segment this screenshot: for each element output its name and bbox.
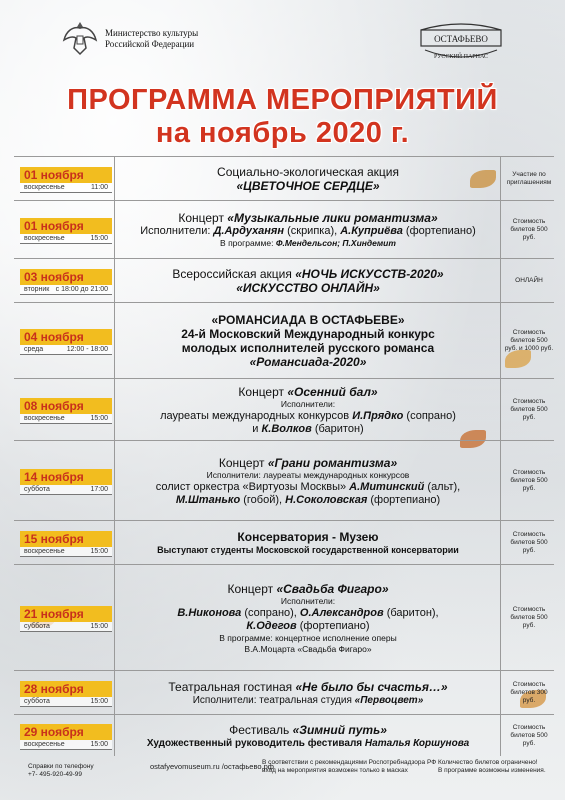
event-weekday: воскресенье <box>24 548 65 555</box>
event-text: В программе: концертное исполнение оперы <box>219 633 397 643</box>
event-description-line <box>118 530 498 544</box>
event-description-line <box>118 582 498 596</box>
ministry-name <box>105 28 198 50</box>
event-description-line <box>118 620 498 633</box>
event-text: молодых исполнителей русского романса <box>181 341 435 355</box>
event-description <box>118 313 498 369</box>
event-weekday: суббота <box>24 486 50 493</box>
event-text: и <box>252 423 262 435</box>
event-weekday: воскресенье <box>24 741 65 748</box>
event-text: «Романсиада-2020» <box>249 355 367 369</box>
event-day-time <box>20 697 112 707</box>
program-changes-notice: В программе возможны изменения. <box>438 767 546 774</box>
event-text: Концерт <box>218 456 268 470</box>
event-weekday: воскресенье <box>24 184 65 191</box>
event-text: К.Волков <box>261 423 312 435</box>
event-description-line <box>118 385 498 399</box>
mask-notice-line-1: В соответствии с рекомендациями Роспотребнадзора РФ <box>262 759 437 766</box>
ostafyevo-estate-logo <box>415 18 507 66</box>
ministry-line-1: Министерство культуры <box>105 28 199 38</box>
event-time: 12:00 - 18:00 <box>66 346 108 353</box>
event-text: (фортепиано) <box>367 494 441 506</box>
event-description-line <box>118 694 498 707</box>
event-text: Художественный руководитель фестиваля <box>146 738 365 749</box>
event-date-block <box>20 469 112 495</box>
event-day-time <box>20 414 112 424</box>
event-text: «Музыкальные лики романтизма» <box>227 211 438 225</box>
event-text: О.Александров <box>299 607 384 619</box>
event-date-block <box>20 329 112 355</box>
event-description <box>118 267 498 295</box>
event-text: В программе: <box>220 238 276 248</box>
event-text: (баритон) <box>311 423 364 435</box>
event-description-line <box>118 313 498 327</box>
event-description-line <box>118 456 498 470</box>
event-description-line <box>118 281 498 295</box>
event-description-line <box>118 238 498 249</box>
event-date: 14 ноября <box>20 469 112 485</box>
phone-number: +7- 495-920-49-99 <box>28 771 83 778</box>
event-time: 15:00 <box>90 741 108 748</box>
event-text: (гобой), <box>240 494 286 506</box>
event-description-line <box>118 644 498 655</box>
events-table <box>14 156 554 756</box>
event-description-line <box>118 267 498 281</box>
event-time: 15:00 <box>90 548 108 555</box>
event-day-time <box>20 345 112 355</box>
event-row <box>14 670 554 715</box>
event-description-line <box>118 165 498 179</box>
event-text: Концерт <box>238 385 288 399</box>
event-description <box>118 165 498 193</box>
event-text: (баритон), <box>383 607 439 619</box>
event-date: 08 ноября <box>20 398 112 414</box>
russian-eagle-emblem-icon <box>60 18 100 58</box>
mask-notice-line-2: вход на мероприятия возможен только в масках <box>262 767 408 774</box>
event-date: 29 ноября <box>20 724 112 740</box>
event-text: «ИСКУССТВО ОНЛАЙН» <box>236 281 380 295</box>
event-text: М.Штанько <box>175 494 241 506</box>
event-text: солист оркестра «Виртуозы Москвы» <box>155 481 350 493</box>
event-description-line <box>118 410 498 423</box>
event-description-line <box>118 470 498 481</box>
event-row <box>14 520 554 565</box>
event-text: «РОМАНСИАДА В ОСТАФЬЕВЕ» <box>211 313 405 327</box>
event-description <box>118 582 498 655</box>
event-description-line <box>118 399 498 410</box>
event-row <box>14 302 554 379</box>
website-links[interactable]: ostafyevomuseum.ru /остафьево.рф <box>150 762 274 771</box>
event-weekday: воскресенье <box>24 415 65 422</box>
event-row <box>14 378 554 441</box>
event-weekday: вторник <box>24 286 50 293</box>
event-text: А.Куприёва <box>340 225 403 237</box>
event-weekday: воскресенье <box>24 235 65 242</box>
event-date-block <box>20 606 112 632</box>
event-text: Социально-экологическая акция <box>217 165 399 179</box>
phone-label: Справки по телефону <box>28 763 94 770</box>
event-description-line <box>118 423 498 436</box>
event-description-line <box>118 341 498 355</box>
event-description-line <box>118 494 498 507</box>
event-price: Стоимость билетов 500 руб. <box>510 724 548 747</box>
event-date-block <box>20 398 112 424</box>
logo-bottom-text: РУССКИЙ ПАРНАС <box>434 54 488 60</box>
event-weekday: суббота <box>24 698 50 705</box>
event-text: (скрипка), <box>284 225 341 237</box>
event-text: В.А.Моцарта «Свадьба Фигаро» <box>244 644 372 654</box>
event-day-time <box>20 183 112 193</box>
event-time: 15:00 <box>90 235 108 242</box>
event-description-line <box>118 481 498 494</box>
event-date-block <box>20 167 112 193</box>
event-text: «Не было бы счастья…» <box>295 680 448 694</box>
event-row <box>14 258 554 303</box>
program-title: ПРОГРАММА МЕРОПРИЯТИЙ <box>67 84 498 116</box>
event-text: Фестиваль <box>229 723 293 737</box>
event-description <box>118 530 498 556</box>
event-price: Стоимость билетов 500 руб. <box>510 531 548 554</box>
event-text: (сопрано) <box>403 410 456 422</box>
event-description-line <box>118 544 498 556</box>
event-price: Стоимость билетов 500 руб. и 1000 руб. <box>504 329 554 352</box>
event-description <box>118 385 498 436</box>
event-text: Исполнители: <box>280 399 336 409</box>
event-day-time <box>20 234 112 244</box>
event-description-line <box>118 723 498 737</box>
event-time: 11:00 <box>91 184 108 191</box>
event-text: «Осенний бал» <box>287 385 378 399</box>
event-text: «Первоцвет» <box>354 695 424 706</box>
event-text: 24-й Московский Международный конкурс <box>181 327 435 341</box>
event-text: Наталья Коршунова <box>364 738 470 749</box>
event-text: Концерт <box>227 582 277 596</box>
event-time: 15:00 <box>90 698 108 705</box>
event-description <box>118 723 498 750</box>
event-text: Консерватория - Музею <box>237 530 379 544</box>
event-text: Исполнители: театральная студия <box>192 695 355 706</box>
ministry-line-2: Российской Федерации <box>105 39 195 49</box>
event-text: Д.Ардуханян <box>213 225 285 237</box>
event-day-time <box>20 622 112 632</box>
event-text: Исполнители: <box>140 225 214 237</box>
event-text: Исполнители: лауреаты международных конкурсов <box>206 470 410 480</box>
event-date-block <box>20 681 112 707</box>
event-price: Стоимость билетов 500 руб. <box>510 606 548 629</box>
logo-top-text: ОСТАФЬЕВО <box>434 34 488 44</box>
event-description-line <box>118 633 498 644</box>
event-description-line <box>118 596 498 607</box>
event-row <box>14 440 554 521</box>
event-date: 03 ноября <box>20 269 112 285</box>
event-price: Стоимость билетов 300 руб. <box>510 681 548 704</box>
event-text: Н.Соколовская <box>285 494 368 506</box>
event-text: (фортепиано) <box>296 620 370 632</box>
event-text: «Зимний путь» <box>292 723 387 737</box>
event-description-line <box>118 179 498 193</box>
event-day-time <box>20 740 112 750</box>
event-date-block <box>20 269 112 295</box>
event-day-time <box>20 285 112 295</box>
event-price: Стоимость билетов 500 руб. <box>510 398 548 421</box>
event-date: 01 ноября <box>20 167 112 183</box>
event-text: «ЦВЕТОЧНОЕ СЕРДЦЕ» <box>236 179 380 193</box>
event-weekday: суббота <box>24 623 50 630</box>
event-text: (сопрано), <box>241 607 300 619</box>
event-text: Выступают студенты Московской государственной консерватории <box>157 545 459 555</box>
event-text: Театральная гостиная <box>168 680 296 694</box>
event-time: 15:00 <box>90 415 108 422</box>
event-price: Стоимость билетов 500 руб. <box>510 218 548 241</box>
event-description-line <box>118 737 498 750</box>
event-date-block <box>20 531 112 557</box>
event-day-time <box>20 485 112 495</box>
event-date-block <box>20 724 112 750</box>
event-description-line <box>118 680 498 694</box>
event-row <box>14 564 554 671</box>
event-description <box>118 456 498 507</box>
event-text: «Грани романтизма» <box>267 456 398 470</box>
event-time: 17:00 <box>90 486 108 493</box>
footer <box>0 755 565 800</box>
event-time: 15:00 <box>90 623 108 630</box>
event-text: лауреаты международных конкурсов <box>160 410 353 422</box>
event-row <box>14 714 554 757</box>
event-date: 01 ноября <box>20 218 112 234</box>
event-text: (альт), <box>424 481 461 493</box>
tickets-limited-notice: Количество билетов ограничено! <box>438 759 538 766</box>
event-day-time <box>20 547 112 557</box>
event-date: 04 ноября <box>20 329 112 345</box>
event-text: (фортепиано) <box>402 225 476 237</box>
header <box>0 0 565 80</box>
event-text: В.Никонова <box>177 607 242 619</box>
event-description-line <box>118 327 498 341</box>
event-date-block <box>20 218 112 244</box>
event-description-line <box>118 211 498 225</box>
event-price: ОНЛАЙН <box>515 277 543 284</box>
event-text: Исполнители: <box>280 596 336 606</box>
program-subtitle: на ноябрь 2020 г. <box>155 117 410 149</box>
event-text: А.Митинский <box>349 481 425 493</box>
event-row <box>14 200 554 259</box>
event-text: «НОЧЬ ИСКУССТВ-2020» <box>295 267 444 281</box>
event-description <box>118 680 498 707</box>
event-text: Ф.Мендельсон; П.Хиндемит <box>275 238 396 248</box>
event-time: с 18:00 до 21:00 <box>55 286 108 293</box>
event-date: 15 ноября <box>20 531 112 547</box>
event-row <box>14 156 554 201</box>
event-text: И.Прядко <box>352 410 404 422</box>
event-date: 28 ноября <box>20 681 112 697</box>
event-text: «Свадьба Фигаро» <box>276 582 389 596</box>
event-price: Участие по приглашениям <box>506 171 552 186</box>
event-description <box>118 211 498 249</box>
event-price: Стоимость билетов 500 руб. <box>510 469 548 492</box>
event-description-line <box>118 355 498 369</box>
event-date: 21 ноября <box>20 606 112 622</box>
event-text: Концерт <box>178 211 228 225</box>
event-weekday: среда <box>24 346 44 353</box>
event-description-line <box>118 607 498 620</box>
event-text: Всероссийская акция <box>172 267 296 281</box>
event-description-line <box>118 225 498 238</box>
event-text: К.Одегов <box>246 620 297 632</box>
